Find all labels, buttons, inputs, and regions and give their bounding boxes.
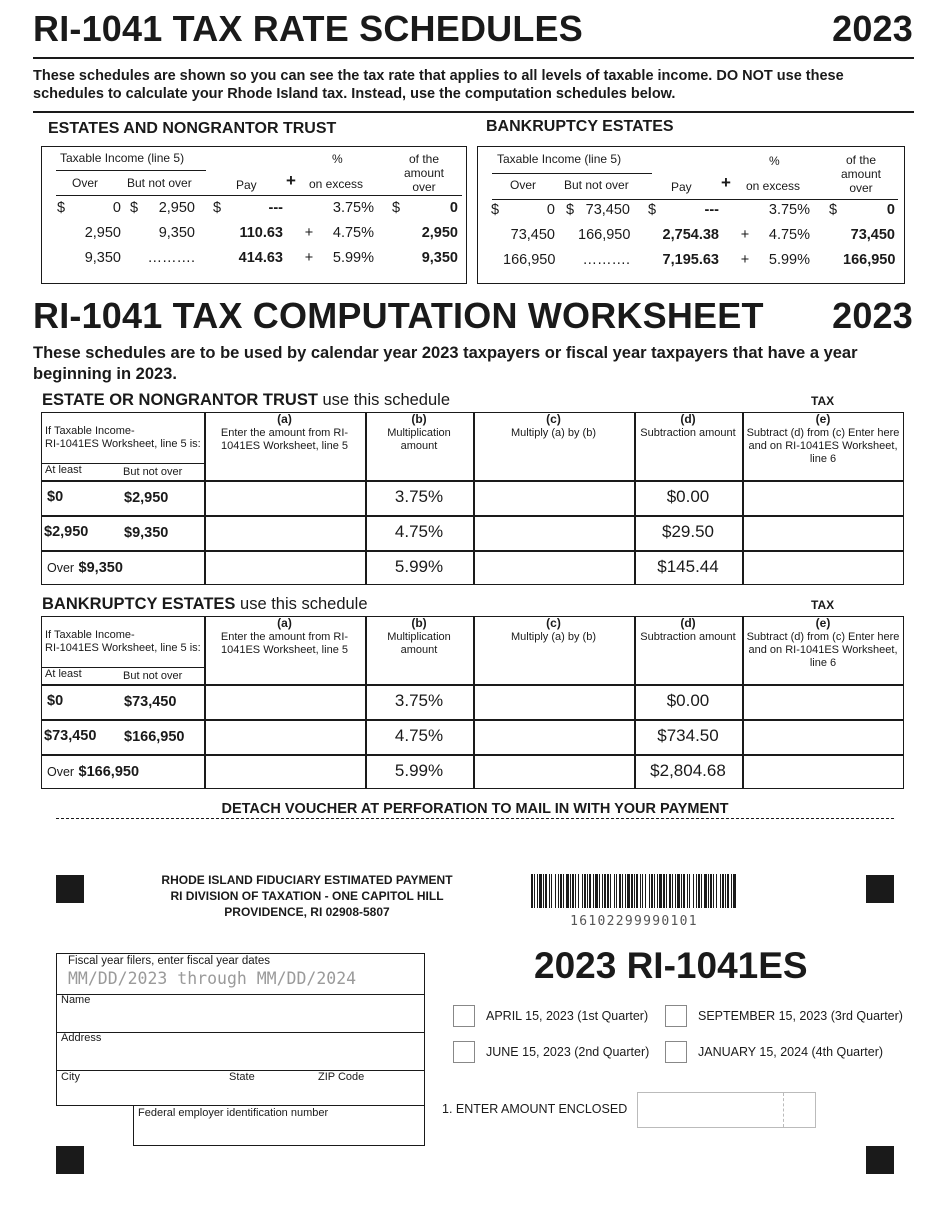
bankruptcy-amount-over-header: of the amount over — [840, 153, 882, 195]
rate-dollar-sign: $ — [648, 202, 657, 218]
barcode-bar — [657, 874, 658, 908]
rate-percent-value: 5.99% — [332, 250, 374, 266]
estate-ws-at-least-value: $2,950 — [44, 524, 89, 540]
rate-but-not-over-value: ………. — [582, 252, 630, 268]
estate-ws-rate-value: 3.75% — [394, 487, 444, 506]
bankruptcy-ws-row-range — [47, 763, 139, 781]
estate-ws-row-3-col-c-input[interactable] — [475, 552, 633, 584]
name-field[interactable] — [56, 994, 425, 1033]
estate-ws-col-d-letter: (d) — [680, 412, 696, 426]
barcode-bar — [716, 874, 717, 908]
barcode-bar — [672, 874, 673, 908]
registration-mark-bottom-right — [866, 1146, 894, 1174]
barcode-bar — [593, 874, 594, 908]
bankruptcy-ws-col-c-header — [476, 617, 631, 644]
rate-dollar-sign: $ — [213, 200, 222, 216]
worksheet-year: 2023 — [832, 295, 913, 336]
rate-percent-value: 4.75% — [768, 227, 810, 243]
rate-amount-over-value: 166,950 — [843, 252, 896, 268]
barcode-bar — [696, 874, 697, 908]
name-label: Name — [61, 994, 91, 1006]
barcode-bar — [595, 874, 598, 908]
rate-over-value: 9,350 — [84, 250, 121, 266]
barcode-bar — [575, 874, 576, 908]
estate-ws-row-3-col-a-input[interactable] — [206, 552, 364, 584]
barcode-bar — [584, 874, 586, 908]
fein-label: Federal employer identification number — [138, 1107, 329, 1119]
rate-plus-sign: + — [304, 250, 314, 266]
rate-percent-value: 3.75% — [332, 200, 374, 216]
barcode-bar — [642, 874, 643, 908]
rate-over-value: 166,950 — [503, 252, 556, 268]
bankruptcy-over-header: Over — [510, 178, 537, 192]
barcode-bar — [710, 874, 712, 908]
barcode-bar — [713, 874, 714, 908]
bankruptcy-ws-row-2-col-c-input[interactable] — [475, 721, 633, 753]
rate-over-value: 73,450 — [510, 227, 555, 243]
bankruptcy-ws-but-not-over-value: $73,450 — [124, 694, 177, 710]
barcode-bar — [704, 874, 707, 908]
barcode-bar — [582, 874, 583, 908]
city-label: City — [61, 1071, 80, 1083]
address-label: Address — [61, 1032, 102, 1044]
rate-amount-over-value: 73,450 — [850, 227, 895, 243]
barcode-bar — [677, 874, 680, 908]
estates-pay-header: Pay — [236, 178, 257, 192]
rate-over-value: 2,950 — [84, 225, 121, 241]
estates-pct-header: % — [332, 152, 343, 166]
estates-schedule-title: ESTATES AND NONGRANTOR TRUST — [48, 120, 337, 137]
perforation-line — [56, 818, 894, 819]
estates-taxable-income-header: Taxable Income (line 5) — [60, 151, 185, 165]
estate-ws-col-d-text: Subtraction amount — [640, 427, 736, 439]
bankruptcy-ws-row-3-col-a-input[interactable] — [206, 756, 364, 788]
barcode-bar — [708, 874, 709, 908]
amount-cents-divider — [783, 1093, 784, 1127]
q2-label: JUNE 15, 2023 (2nd Quarter) — [486, 1045, 650, 1059]
bankruptcy-taxable-income-header: Taxable Income (line 5) — [497, 152, 622, 166]
bankruptcy-ws-over-value: $166,950 — [78, 764, 140, 780]
bankruptcy-ws-if-taxable-label-2: RI-1041ES Worksheet, line 5 is: — [45, 642, 201, 654]
rate-pay-value: 2,754.38 — [662, 227, 719, 243]
q1-checkbox[interactable] — [453, 1005, 475, 1027]
estate-ws-subtraction-value: $145.44 — [657, 557, 719, 576]
rate-pay-value: 7,195.63 — [662, 252, 719, 268]
barcode-bar — [675, 874, 676, 908]
barcode-bar — [634, 874, 635, 908]
rate-amount-over-value: 0 — [886, 202, 895, 218]
bankruptcy-ws-rate-value: 5.99% — [394, 761, 444, 780]
bankruptcy-ws-col-d-letter: (d) — [680, 616, 696, 630]
estate-ws-rate-value: 5.99% — [394, 557, 444, 576]
barcode-bar — [625, 874, 626, 908]
rate-but-not-over-value: 73,450 — [585, 202, 630, 218]
estate-ws-col-d-header — [637, 413, 739, 440]
bankruptcy-ws-col-e-header — [745, 617, 901, 670]
estate-ws-col-c-text: Multiply (a) by (b) — [511, 427, 596, 439]
q1-label: APRIL 15, 2023 (1st Quarter) — [486, 1009, 649, 1023]
rate-dollar-sign: $ — [130, 200, 139, 216]
bankruptcy-schedule-title: BANKRUPTCY ESTATES — [486, 118, 674, 135]
estate-ws-but-not-over-value: $2,950 — [124, 490, 169, 506]
q2-checkbox[interactable] — [453, 1041, 475, 1063]
rate-percent-value: 4.75% — [332, 225, 374, 241]
estate-ws-row-1-col-a-input[interactable] — [206, 482, 364, 514]
bankruptcy-ws-col-a-header — [207, 617, 362, 657]
barcode-bar — [619, 874, 621, 908]
bankruptcy-header-line-1 — [492, 173, 652, 174]
barcode-bar — [640, 874, 641, 908]
rate-amount-over-value: 2,950 — [421, 225, 458, 241]
rate-plus-sign: + — [740, 227, 750, 243]
fiscal-year-label: Fiscal year filers, enter fiscal year dates — [68, 955, 270, 967]
rate-but-not-over-value: 166,950 — [578, 227, 631, 243]
worksheet-title: RI-1041 TAX COMPUTATION WORKSHEET — [33, 295, 764, 336]
bankruptcy-ws-rate-value: 3.75% — [394, 691, 444, 710]
barcode-bar — [570, 874, 571, 908]
bankruptcy-ws-col-d-text: Subtraction amount — [640, 631, 736, 643]
bankruptcy-ws-subtraction-value: $0.00 — [666, 691, 710, 710]
bankruptcy-ws-subtraction-value: $734.50 — [657, 726, 719, 745]
barcode-bar — [537, 874, 538, 908]
barcode-bar — [587, 874, 588, 908]
bankruptcy-ws-title-suffix: use this schedule — [235, 595, 368, 613]
detach-instruction: DETACH VOUCHER AT PERFORATION TO MAIL IN WITH YOUR PAYMENT — [221, 801, 729, 817]
barcode-bar — [551, 874, 552, 908]
estate-ws-if-taxable-label-2: RI-1041ES Worksheet, line 5 is: — [45, 438, 201, 450]
bankruptcy-ws-subtraction-value: $2,804.68 — [650, 761, 726, 780]
estates-but-not-over-header: But not over — [127, 176, 192, 190]
bankruptcy-ws-col-b-letter: (b) — [411, 616, 427, 630]
bankruptcy-ws-row-1-col-a-input[interactable] — [206, 686, 364, 718]
barcode-bar — [602, 874, 603, 908]
bankruptcy-pay-header: Pay — [671, 180, 692, 194]
registration-mark-bottom-left — [56, 1146, 84, 1174]
bankruptcy-ws-row-1-col-c-input[interactable] — [475, 686, 633, 718]
page-year: 2023 — [832, 8, 913, 49]
bankruptcy-ws-col-a-letter: (a) — [277, 616, 292, 630]
address-line-1: RHODE ISLAND FIDUCIARY ESTIMATED PAYMENT — [161, 873, 453, 887]
estate-ws-col-e-header — [745, 413, 901, 466]
bankruptcy-on-excess-header: on excess — [746, 179, 801, 193]
barcode-bar — [669, 874, 671, 908]
bankruptcy-ws-col-c-letter: (c) — [546, 616, 561, 630]
barcode-bar — [651, 874, 653, 908]
rate-dollar-sign: $ — [566, 202, 575, 218]
rate-pay-value: 110.63 — [239, 225, 283, 241]
barcode-bar — [539, 874, 542, 908]
bankruptcy-ws-at-least-value: $0 — [47, 693, 64, 709]
estate-ws-rate-value: 4.75% — [394, 522, 444, 541]
address-line-3: PROVIDENCE, RI 02908-5807 — [224, 905, 390, 919]
barcode-bar — [589, 874, 591, 908]
barcode-bar — [545, 874, 547, 908]
registration-mark-top-right — [866, 875, 894, 903]
registration-mark-top-left — [56, 875, 84, 903]
bankruptcy-ws-col-d-header — [637, 617, 739, 644]
barcode-bar — [607, 874, 609, 908]
barcode-bar — [666, 874, 667, 908]
estate-ws-over-value: $9,350 — [78, 560, 123, 576]
barcode-bar — [622, 874, 623, 908]
barcode-bar — [681, 874, 682, 908]
bankruptcy-ws-but-not-over-value: $166,950 — [124, 729, 185, 745]
barcode-bar — [701, 874, 702, 908]
estates-header-line-1 — [56, 170, 206, 171]
intro-rule — [33, 111, 914, 113]
bankruptcy-ws-row-3-col-c-input[interactable] — [475, 756, 633, 788]
barcode-bar — [563, 874, 564, 908]
bankruptcy-ws-title: BANKRUPTCY ESTATES — [42, 595, 236, 613]
intro-text: These schedules are shown so you can see the tax rate that applies to all levels of taxable income. DO NOT use these schedules to calculate your Rhode Island tax. Instead, use the computation schedules below. — [33, 68, 844, 102]
bankruptcy-ws-col-e-letter: (e) — [815, 616, 831, 630]
q3-label: SEPTEMBER 15, 2023 (3rd Quarter) — [698, 1009, 903, 1023]
bankruptcy-ws-col-c-text: Multiply (a) by (b) — [511, 631, 596, 643]
rate-dollar-sign: $ — [491, 202, 500, 218]
bankruptcy-ws-at-least-value: $73,450 — [44, 728, 97, 744]
bankruptcy-ws-row-2-col-e-input[interactable] — [744, 721, 903, 753]
q3-checkbox[interactable] — [665, 1005, 687, 1027]
barcode-bar — [720, 874, 721, 908]
rate-over-value: 0 — [112, 200, 121, 216]
bankruptcy-ws-rate-value: 4.75% — [394, 726, 444, 745]
barcode-bar — [659, 874, 662, 908]
barcode-bar — [689, 874, 690, 908]
amount-enclosed-label: 1. ENTER AMOUNT ENCLOSED — [442, 1102, 628, 1116]
worksheet-intro: These schedules are to be used by calendar year 2023 taxpayers or fiscal year taxpayers that have a year beginning in 2023. — [33, 344, 858, 383]
barcode-bar — [725, 874, 726, 908]
bankruptcy-ws-over-label: Over — [47, 765, 75, 779]
barcode-bar — [698, 874, 700, 908]
rate-over-value: 0 — [546, 202, 555, 218]
barcode-bar — [627, 874, 630, 908]
estate-ws-but-not-over-label: But not over — [123, 466, 183, 478]
estate-ws-over-label: Over — [47, 561, 75, 575]
barcode-bar — [543, 874, 544, 908]
rate-dollar-sign: $ — [829, 202, 838, 218]
rate-but-not-over-value: 9,350 — [158, 225, 195, 241]
barcode-bar — [645, 874, 646, 908]
estate-ws-row-1-col-e-input[interactable] — [744, 482, 903, 514]
barcode-bar — [722, 874, 724, 908]
barcode-bar — [731, 874, 732, 908]
barcode-bar — [549, 874, 550, 908]
barcode-bar — [733, 874, 736, 908]
rate-but-not-over-value: ………. — [147, 250, 195, 266]
page-title: RI-1041 TAX RATE SCHEDULES — [33, 8, 583, 49]
estate-ws-row-range — [47, 559, 123, 577]
estate-ws-row-3-col-e-input[interactable] — [744, 552, 903, 584]
address-field[interactable] — [56, 1032, 425, 1071]
address-line-2: RI DIVISION OF TAXATION - ONE CAPITOL HILL — [170, 889, 444, 903]
estate-ws-col-e-text: Subtract (d) from (c) Enter here and on RI-1041ES Worksheet, line 6 — [746, 427, 900, 465]
barcode-bar — [654, 874, 655, 908]
bankruptcy-ws-but-not-over-label: But not over — [123, 670, 183, 682]
bankruptcy-plus-header: + — [721, 173, 731, 192]
barcode-bar — [683, 874, 685, 908]
bankruptcy-ws-row-1-col-e-input[interactable] — [744, 686, 903, 718]
barcode-number: 16102299990101 — [570, 914, 698, 929]
bankruptcy-ws-col-b-header — [368, 617, 470, 657]
barcode-bar — [599, 874, 600, 908]
estate-ws-row-2-col-a-input[interactable] — [206, 517, 364, 549]
zip-label: ZIP Code — [318, 1071, 365, 1083]
bankruptcy-ws-if-taxable-label: If Taxable Income- — [45, 629, 135, 641]
estate-ws-row-2-col-e-input[interactable] — [744, 517, 903, 549]
barcode-bar — [578, 874, 579, 908]
estate-ws-subtraction-value: $29.50 — [662, 522, 714, 541]
estate-ws-col-b-letter: (b) — [411, 412, 427, 426]
estates-over-header: Over — [72, 176, 99, 190]
barcode-bar — [558, 874, 559, 908]
rate-plus-sign: + — [304, 225, 314, 241]
estate-ws-col-a-text: Enter the amount from RI-1041ES Worksheet, line 5 — [220, 427, 349, 452]
rate-pay-value: --- — [704, 202, 719, 218]
form-title: 2023 RI-1041ES — [534, 945, 808, 986]
estate-ws-if-taxable-label: If Taxable Income- — [45, 425, 135, 437]
barcode-bar — [649, 874, 650, 908]
estate-ws-title: ESTATE OR NONGRANTOR TRUST — [42, 391, 318, 409]
barcode-bar — [534, 874, 535, 908]
barcode-bar — [616, 874, 617, 908]
rate-amount-over-value: 9,350 — [421, 250, 458, 266]
amount-enclosed-input[interactable] — [637, 1092, 816, 1128]
state-label: State — [229, 1071, 255, 1083]
q4-label: JANUARY 15, 2024 (4th Quarter) — [698, 1045, 884, 1059]
estate-ws-tax-label: TAX — [811, 394, 835, 408]
bankruptcy-ws-col-e-text: Subtract (d) from (c) Enter here and on RI-1041ES Worksheet, line 6 — [746, 631, 900, 669]
barcode-bar — [614, 874, 615, 908]
barcode-bar — [572, 874, 574, 908]
estate-ws-at-least-value: $0 — [47, 489, 64, 505]
estate-ws-row-1-col-c-input[interactable] — [475, 482, 633, 514]
rate-dollar-sign: $ — [392, 200, 401, 216]
mailing-address — [137, 872, 477, 920]
bankruptcy-ws-col-b-text: Multiplication amount — [387, 631, 451, 656]
estates-plus-header: + — [286, 171, 296, 190]
estate-ws-col-a-letter: (a) — [277, 412, 292, 426]
q4-checkbox[interactable] — [665, 1041, 687, 1063]
barcode-bar — [604, 874, 606, 908]
bankruptcy-ws-row-2-col-a-input[interactable] — [206, 721, 364, 753]
estates-on-excess-header: on excess — [309, 177, 364, 191]
rate-plus-sign: + — [740, 252, 750, 268]
barcode-bar — [663, 874, 665, 908]
estate-ws-but-not-over-value: $9,350 — [124, 525, 169, 541]
header-rule — [33, 57, 914, 59]
fiscal-year-placeholder: MM/DD/2023 through MM/DD/2024 — [68, 969, 357, 988]
barcode-bar — [610, 874, 611, 908]
bankruptcy-ws-col-a-text: Enter the amount from RI-1041ES Worksheet, line 5 — [220, 631, 349, 656]
bankruptcy-ws-title-line — [42, 595, 368, 614]
barcode-bar — [566, 874, 569, 908]
rate-amount-over-value: 0 — [449, 200, 458, 216]
estate-ws-col-c-letter: (c) — [546, 412, 561, 426]
estates-amount-over-header: of the amount over — [403, 152, 445, 194]
rate-dollar-sign: $ — [57, 200, 66, 216]
estate-ws-col-a-header — [207, 413, 362, 453]
barcode-bar — [636, 874, 638, 908]
rate-but-not-over-value: 2,950 — [158, 200, 195, 216]
rate-percent-value: 5.99% — [768, 252, 810, 268]
estate-ws-title-line — [42, 391, 450, 410]
barcode-bar — [687, 874, 688, 908]
barcode-bar — [560, 874, 562, 908]
estate-ws-col-c-header — [476, 413, 631, 440]
bankruptcy-ws-at-least-label: At least — [45, 668, 82, 680]
rate-percent-value: 3.75% — [768, 202, 810, 218]
bankruptcy-header-line-2 — [492, 199, 898, 200]
estates-header-line-2 — [56, 195, 462, 196]
estate-ws-col-b-header — [368, 413, 470, 453]
barcode-bar — [693, 874, 694, 908]
estate-ws-subtraction-value: $0.00 — [666, 487, 710, 506]
barcode-bar — [555, 874, 556, 908]
rate-pay-value: 414.63 — [238, 250, 283, 266]
estate-ws-title-suffix: use this schedule — [317, 391, 451, 409]
barcode — [531, 874, 737, 908]
barcode-bar — [631, 874, 633, 908]
barcode-bar — [531, 874, 533, 908]
bankruptcy-ws-tax-label: TAX — [811, 598, 835, 612]
bankruptcy-pct-header: % — [769, 154, 780, 168]
estate-ws-at-least-label: At least — [45, 464, 82, 476]
estate-ws-row-2-col-c-input[interactable] — [475, 517, 633, 549]
estate-ws-col-e-letter: (e) — [815, 412, 831, 426]
bankruptcy-ws-row-3-col-e-input[interactable] — [744, 756, 903, 788]
barcode-bar — [727, 874, 729, 908]
rate-pay-value: --- — [268, 200, 283, 216]
estate-ws-col-b-text: Multiplication amount — [387, 427, 451, 452]
bankruptcy-but-not-over-header: But not over — [564, 178, 629, 192]
